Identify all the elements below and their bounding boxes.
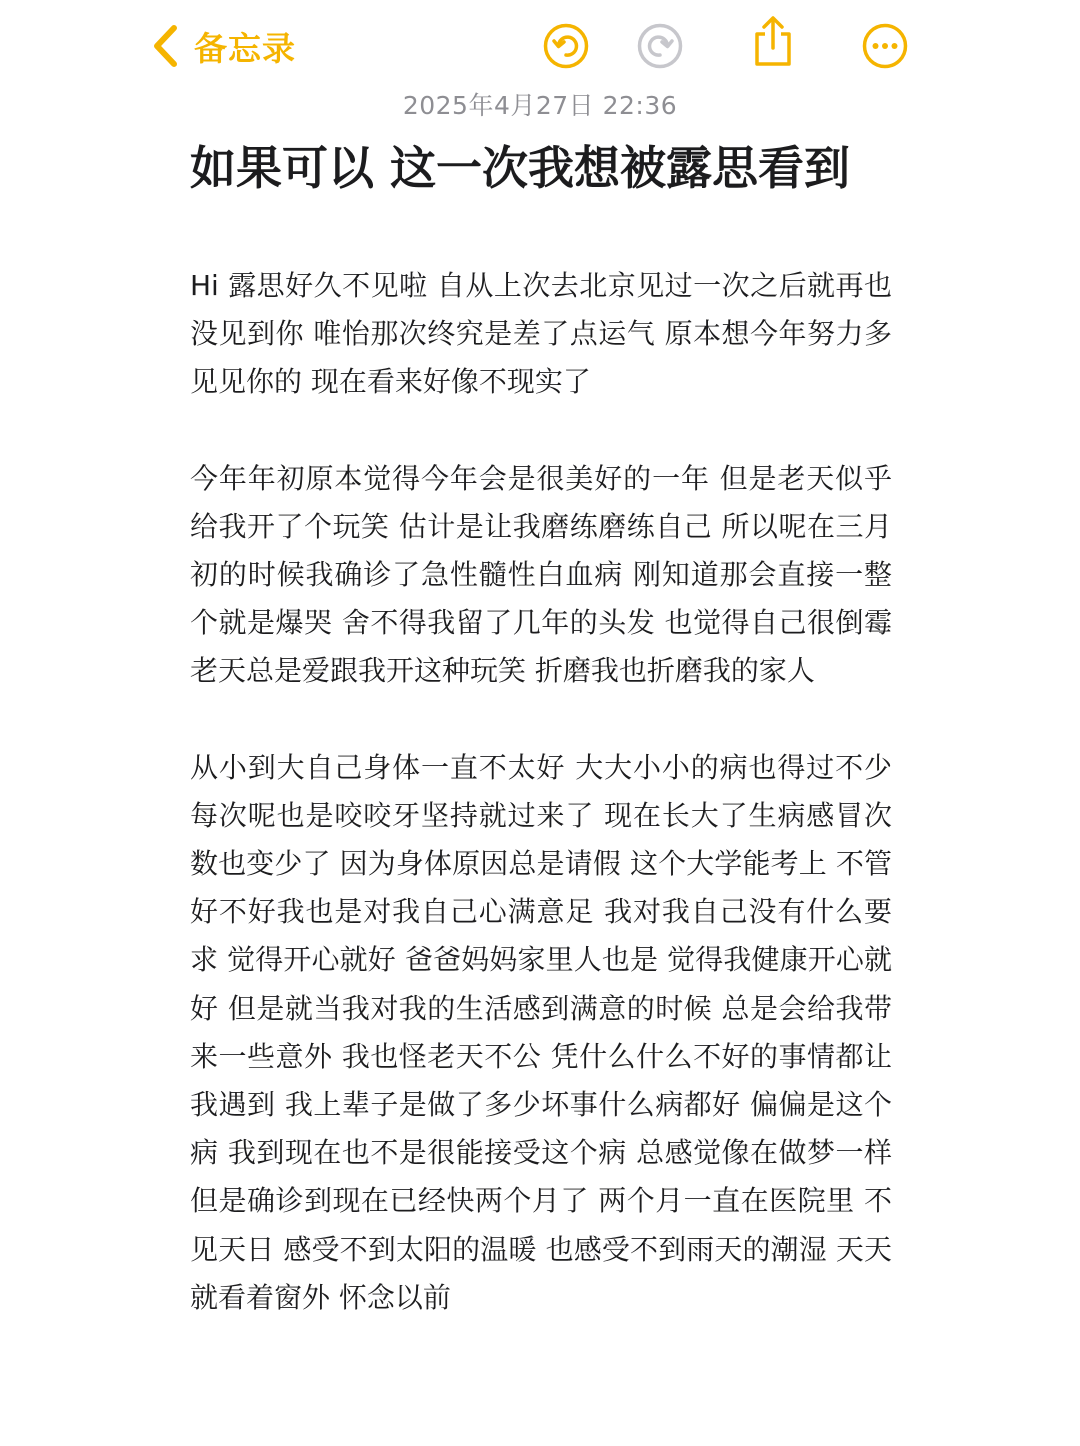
more-icon xyxy=(861,22,909,70)
back-button[interactable] xyxy=(150,18,296,74)
redo-button[interactable] xyxy=(634,20,686,72)
note-paragraph: Hi 露思好久不见啦 自从上次去北京见过一次之后就再也没见到你 唯怡那次终究是差了点运气 原本想今年努力多见见你的 现在看来好像不现实了 xyxy=(190,269,892,399)
undo-icon xyxy=(542,22,590,70)
note-title[interactable]: 如果可以 这一次我想被露思看到 xyxy=(190,141,851,195)
undo-button[interactable] xyxy=(540,20,592,72)
share-icon xyxy=(749,14,797,70)
note-paragraph: 从小到大自己身体一直不太好 大大小小的病也得过不少 每次呢也是咬咬牙坚持就过来了 现在长大了生病感冒次数也变少了 因为身体原因总是请假 这个大学能考上 不管好不好我也是对我自己心满意足 我对我自己没有什么要求 觉得开心就好 爸爸妈妈家里人也是 觉得我健康开心就好 但是就当我对我的生活感到满意的时候 总是会给我带来一些意外 我也怪老天不公 凭什么什么不好的事情都让我遇到 我上辈子是做了多少坏事什么病都好 偏偏是这个病 我到现在也不是很能接受这个病 总感觉像在做梦一样 但是确诊到现在已经快两个月了 两个月一直在医院里 不见天日 感受不到太阳的温暖 也感受不到雨天的潮湿 天天就看着窗外 怀念以前 xyxy=(190,750,892,1314)
more-button[interactable] xyxy=(859,20,911,72)
redo-icon xyxy=(636,22,684,70)
note-body[interactable] xyxy=(190,262,892,1370)
note-paragraph: 今年年初原本觉得今年会是很美好的一年 但是老天似乎给我开了个玩笑 估计是让我磨练磨练自己 所以呢在三月初的时候我确诊了急性髓性白血病 刚知道那会直接一整个就是爆哭 舍不得我留了几年的头发 也觉得自己很倒霉 老天总是爱跟我开这种玩笑 折磨我也折磨我的家人 xyxy=(190,461,892,688)
back-label: 备忘录 xyxy=(194,28,296,68)
note-timestamp: 2025年4月27日 22:36 xyxy=(402,91,678,120)
toolbar xyxy=(0,0,1080,90)
chevron-left-icon xyxy=(150,24,180,68)
share-button[interactable] xyxy=(747,16,799,68)
